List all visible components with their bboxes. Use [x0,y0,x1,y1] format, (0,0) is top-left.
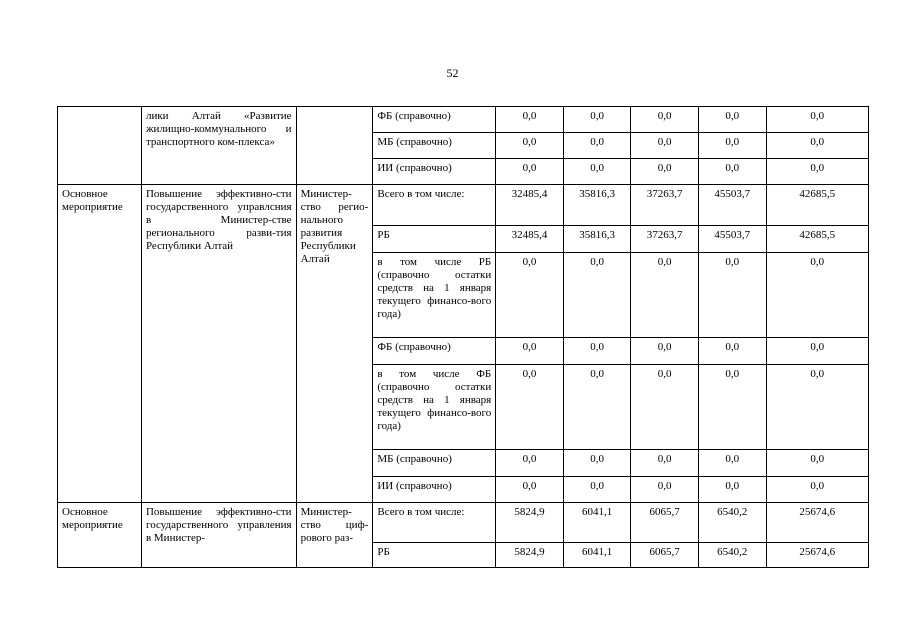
event-name-cell: Повышение эффективно-сти государственного управления в Министер- [141,503,296,568]
value-cell: 6540,2 [698,503,766,543]
value-cell: 0,0 [766,253,868,338]
budget-table [57,106,869,568]
source-cell: Всего в том числе: [373,185,496,226]
value-cell: 5824,9 [496,543,564,568]
value-cell: 35816,3 [563,185,631,226]
value-cell: 0,0 [563,450,631,477]
value-cell: 6065,7 [631,543,699,568]
executor-cell [296,107,373,185]
value-cell: 6065,7 [631,503,699,543]
event-type-cell: Основное мероприятие [58,185,142,503]
value-cell: 25674,6 [766,543,868,568]
source-cell: в том числе ФБ (справочно остатки средств на 1 января текущего финансо-вого года) [373,365,496,450]
event-name-cell: лики Алтай «Развитие жилищно-коммунального и транспортного ком-плекса» [141,107,296,185]
value-cell: 0,0 [631,365,699,450]
executor-cell: Министер-ство циф-рового раз- [296,503,373,568]
value-cell: 0,0 [496,253,564,338]
value-cell: 45503,7 [698,226,766,253]
table-row [58,107,869,133]
page-number: 52 [446,66,459,80]
value-cell: 0,0 [698,477,766,503]
value-cell: 42685,5 [766,226,868,253]
value-cell: 0,0 [496,133,564,159]
value-cell: 0,0 [766,477,868,503]
value-cell: 0,0 [563,107,631,133]
value-cell: 0,0 [563,253,631,338]
executor-cell: Министер-ство регио-нального развития Республики Алтай [296,185,373,503]
value-cell: 42685,5 [766,185,868,226]
value-cell: 37263,7 [631,226,699,253]
value-cell: 0,0 [631,253,699,338]
value-cell: 0,0 [563,365,631,450]
value-cell: 0,0 [698,107,766,133]
event-name-cell: Повышение эффективно-сти государственного управлсния в Министер-стве регионального разви-тия Республики Алтай [141,185,296,503]
source-cell: ИИ (справочно) [373,477,496,503]
value-cell: 0,0 [563,477,631,503]
value-cell: 0,0 [698,338,766,365]
value-cell: 0,0 [496,107,564,133]
table-row [58,185,869,226]
value-cell: 0,0 [631,450,699,477]
value-cell: 0,0 [766,450,868,477]
value-cell: 0,0 [766,159,868,185]
source-cell: РБ [373,226,496,253]
value-cell: 6041,1 [563,503,631,543]
value-cell: 32485,4 [496,226,564,253]
value-cell: 0,0 [766,365,868,450]
value-cell: 0,0 [766,133,868,159]
source-cell: МБ (справочно) [373,133,496,159]
source-cell: РБ [373,543,496,568]
value-cell: 5824,9 [496,503,564,543]
value-cell: 0,0 [496,338,564,365]
value-cell: 0,0 [631,159,699,185]
source-cell: ФБ (справочно) [373,338,496,365]
value-cell: 0,0 [698,450,766,477]
value-cell: 0,0 [496,365,564,450]
value-cell: 35816,3 [563,226,631,253]
source-cell: ФБ (справочно) [373,107,496,133]
value-cell: 0,0 [496,450,564,477]
value-cell: 0,0 [631,107,699,133]
value-cell: 0,0 [631,477,699,503]
value-cell: 6041,1 [563,543,631,568]
value-cell: 0,0 [698,365,766,450]
source-cell: МБ (справочно) [373,450,496,477]
value-cell: 0,0 [698,253,766,338]
source-cell: Всего в том числе: [373,503,496,543]
value-cell: 0,0 [563,338,631,365]
table-row [58,503,869,543]
value-cell: 37263,7 [631,185,699,226]
value-cell: 0,0 [496,159,564,185]
value-cell: 32485,4 [496,185,564,226]
value-cell: 0,0 [563,159,631,185]
value-cell: 6540,2 [698,543,766,568]
value-cell: 0,0 [496,477,564,503]
value-cell: 0,0 [631,133,699,159]
value-cell: 25674,6 [766,503,868,543]
source-cell: в том числе РБ (справочно остатки средств на 1 января текущего финансо-вого года) [373,253,496,338]
value-cell: 0,0 [698,133,766,159]
source-cell: ИИ (справочно) [373,159,496,185]
event-type-cell [58,107,142,185]
value-cell: 0,0 [766,107,868,133]
value-cell: 0,0 [698,159,766,185]
event-type-cell: Основное мероприятие [58,503,142,568]
value-cell: 45503,7 [698,185,766,226]
value-cell: 0,0 [631,338,699,365]
value-cell: 0,0 [563,133,631,159]
value-cell: 0,0 [766,338,868,365]
